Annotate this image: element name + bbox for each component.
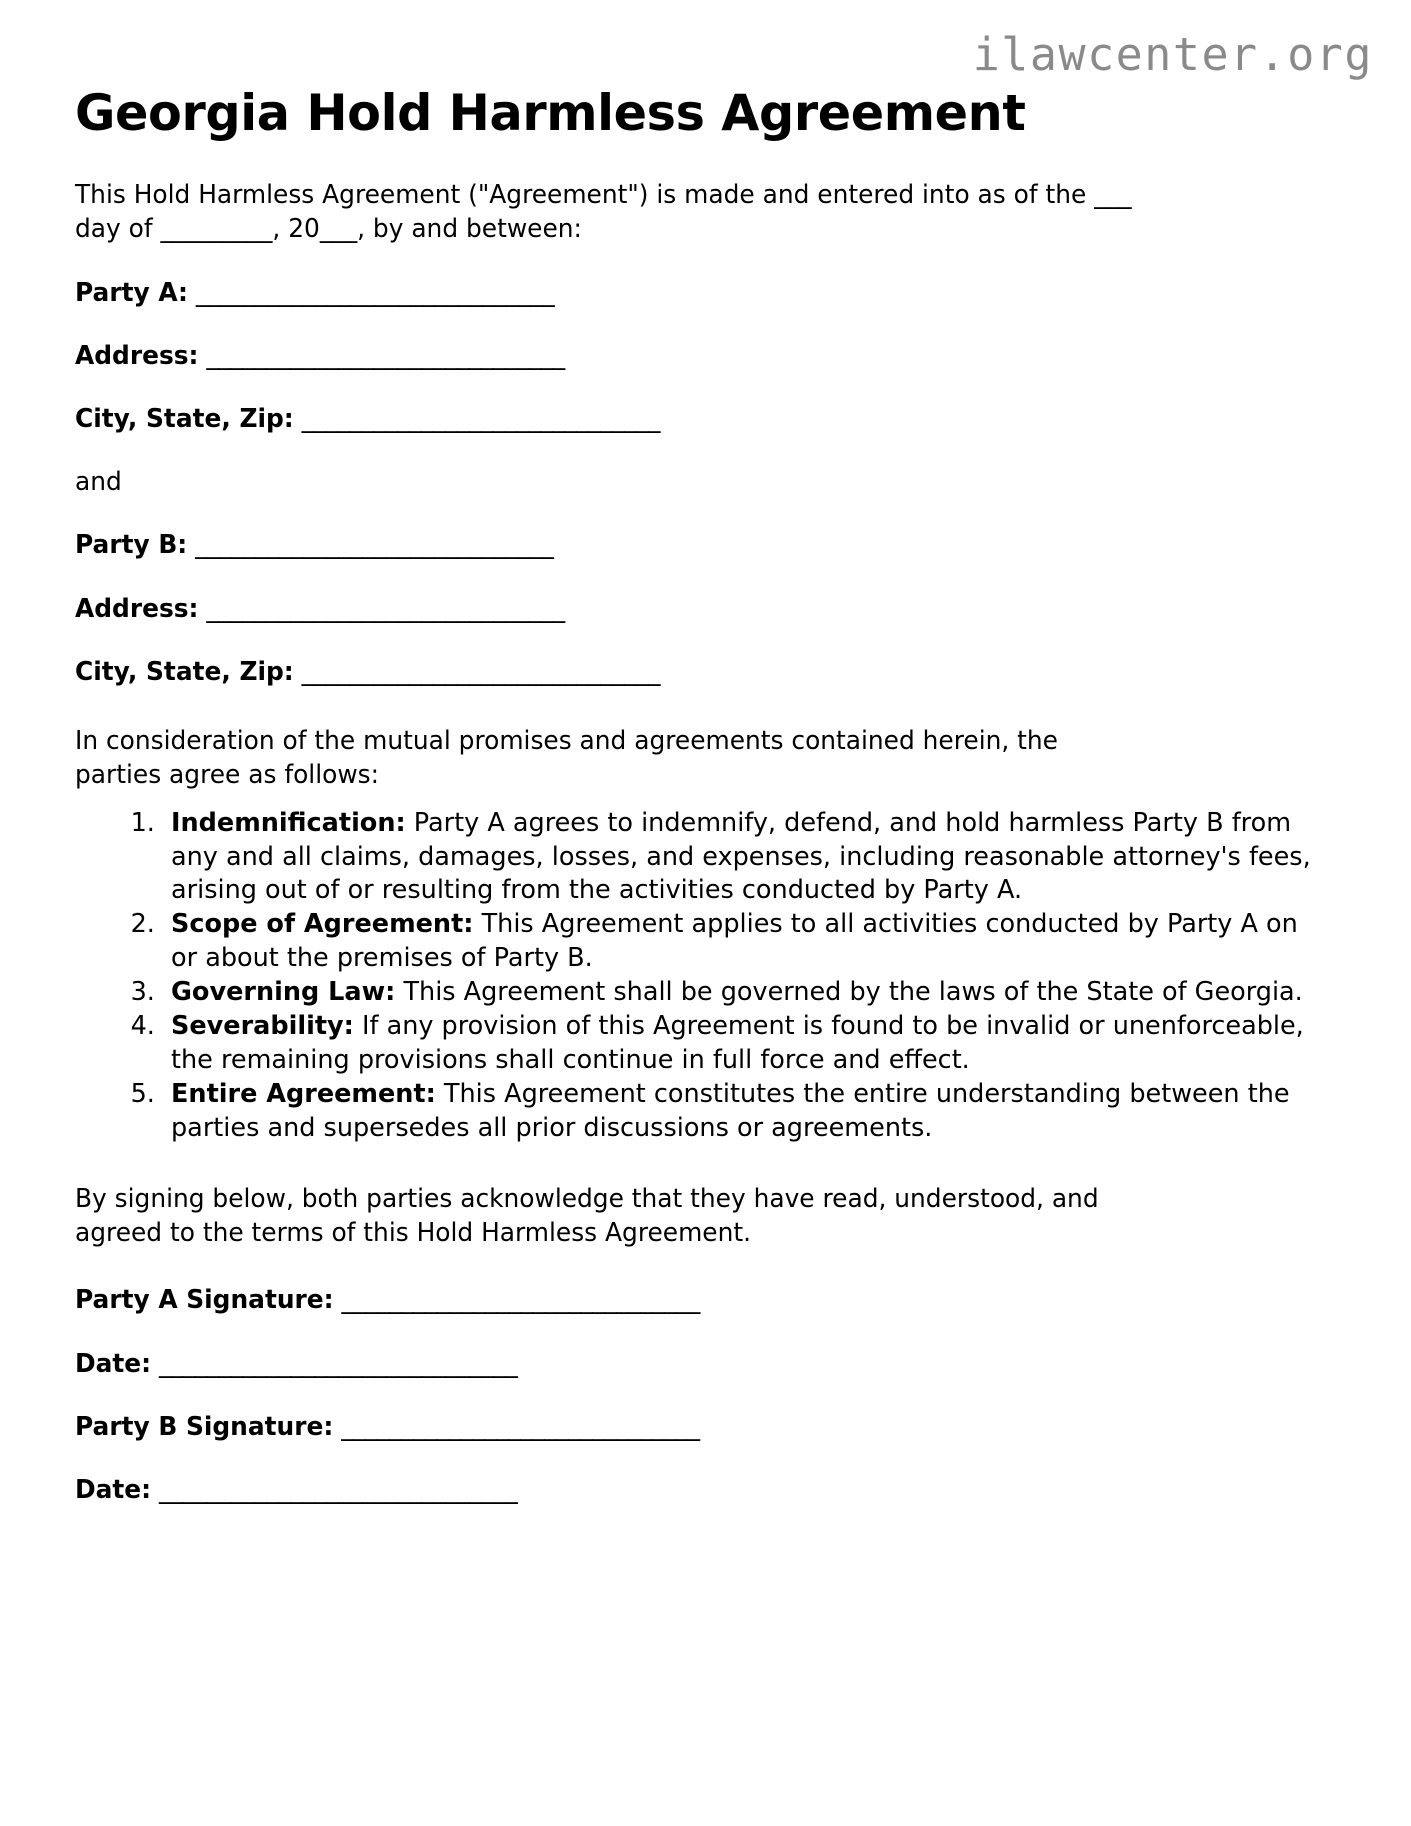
- list-item: [163, 1010, 1323, 1078]
- field-party-a-address: [75, 340, 1304, 373]
- field-label-party-b: Party B:: [75, 530, 188, 561]
- clause-body: This Agreement applies to all activities conducted by Party A on or about the premises of Party B.: [171, 909, 1298, 974]
- site-watermark: ilawcenter.org: [972, 28, 1373, 81]
- page-title: Georgia Hold Harmless Agreement: [75, 84, 1026, 142]
- clause-body: This Agreement constitutes the entire understanding between the parties and supersedes all prior discussions or agreements.: [171, 1078, 1290, 1143]
- clause-term: Governing Law:: [171, 977, 396, 1008]
- clause-term: Entire Agreement:: [171, 1078, 436, 1109]
- clause-term: Indemnification:: [171, 807, 406, 838]
- field-label-party-a: Party A:: [75, 277, 188, 308]
- field-blank-party-b-csz[interactable]: ______________________________: [301, 656, 660, 687]
- field-blank-party-b-signature[interactable]: ______________________________: [341, 1411, 700, 1442]
- field-label-party-a-address: Address:: [75, 340, 199, 371]
- field-party-b-csz: [75, 656, 1304, 689]
- field-blank-party-a-address[interactable]: ______________________________: [206, 340, 565, 371]
- list-item: [163, 1078, 1323, 1146]
- field-blank-party-b[interactable]: ______________________________: [195, 530, 554, 561]
- field-party-b-signature: [75, 1411, 1304, 1444]
- clause-body: If any provision of this Agreement is found to be invalid or unenforceable, the remaining provisions shall continue in full force and effect.: [171, 1011, 1304, 1075]
- field-label-party-a-date: Date:: [75, 1348, 152, 1379]
- field-blank-party-a-date[interactable]: ______________________________: [159, 1348, 518, 1379]
- clause-term: Severability:: [171, 1011, 354, 1042]
- consideration-paragraph: In consideration of the mutual promises and agreements contained herein, the parties agree as follows:: [75, 725, 1058, 790]
- field-label-party-a-csz: City, State, Zip:: [75, 404, 294, 435]
- field-label-party-a-signature: Party A Signature:: [75, 1285, 334, 1316]
- field-party-a-csz: [75, 403, 1304, 436]
- field-party-b-address: [75, 593, 1304, 626]
- field-party-a-name: [75, 277, 1304, 310]
- field-party-a-signature: [75, 1284, 1304, 1317]
- signature-block: [75, 1284, 1336, 1507]
- clause-list: [75, 807, 1323, 1146]
- clause-body: Party A agrees to indemnify, defend, and hold harmless Party B from any and all claims, damages, losses, and expenses, including reasonable attorney's fees, arising out of or resulting from the activities conducted by Party A.: [171, 807, 1311, 906]
- field-blank-party-b-date[interactable]: ______________________________: [159, 1474, 518, 1505]
- field-party-b-date: [75, 1474, 1304, 1507]
- field-party-a-date: [75, 1348, 1304, 1381]
- field-label-party-b-address: Address:: [75, 593, 199, 624]
- clause-term: Scope of Agreement:: [171, 909, 474, 940]
- field-label-party-b-signature: Party B Signature:: [75, 1411, 334, 1442]
- field-blank-party-a-csz[interactable]: ______________________________: [301, 404, 660, 435]
- list-item: [163, 807, 1323, 909]
- list-item: [163, 976, 1323, 1010]
- field-label-party-b-date: Date:: [75, 1474, 152, 1505]
- field-label-party-b-csz: City, State, Zip:: [75, 656, 294, 687]
- signing-statement: By signing below, both parties acknowledge that they have read, understood, and agreed to the terms of this Hold Harmless Agreement.: [75, 1183, 1099, 1248]
- conjunction-and: and: [75, 467, 122, 498]
- field-party-b-name: [75, 529, 1304, 562]
- field-blank-party-b-address[interactable]: ______________________________: [206, 593, 565, 624]
- field-blank-party-a[interactable]: ______________________________: [195, 277, 555, 308]
- list-item: [163, 908, 1323, 976]
- intro-paragraph: This Hold Harmless Agreement ("Agreement") is made and entered into as of the ___ day of _________, 20___, by and between:: [75, 180, 1132, 244]
- field-blank-party-a-signature[interactable]: ______________________________: [341, 1285, 700, 1316]
- clause-body: This Agreement shall be governed by the laws of the State of Georgia.: [395, 977, 1303, 1008]
